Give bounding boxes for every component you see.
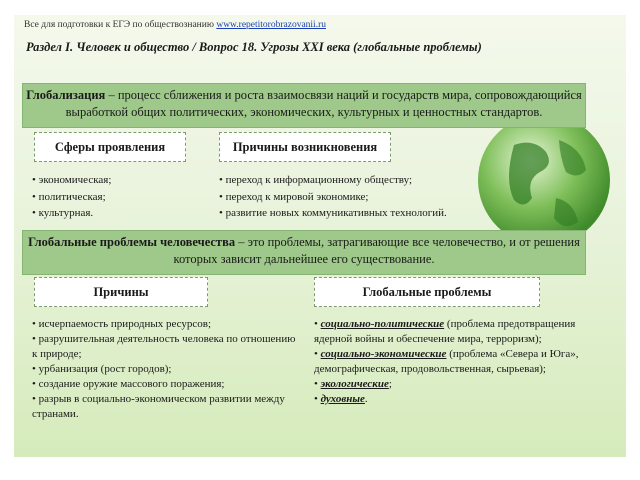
problem-type: социально-политические	[320, 318, 445, 330]
list-item: • развитие новых коммуникативных технологий.	[219, 205, 519, 222]
list-item	[314, 347, 614, 377]
problem-detail: ;	[388, 378, 392, 390]
list-item: • переход к мировой экономике;	[219, 189, 519, 206]
global-problems-term: Глобальные проблемы человечества	[28, 235, 236, 249]
causes-list	[32, 317, 302, 422]
list-item: • разрушительная деятельность человека по отношению к природе;	[32, 332, 302, 362]
list-item: • культурная.	[32, 205, 202, 222]
problems-heading: Глобальные проблемы	[314, 277, 540, 307]
list-item	[314, 392, 614, 407]
origins-list	[219, 172, 519, 222]
problem-type: экологические	[320, 378, 389, 390]
list-item: • создание оружие массового поражения;	[32, 377, 302, 392]
globalization-text: – процесс сближения и роста взаимосвязи наций и государств мира, сопровождающийся выработкой общих политических, экономических, культурных и ценностных стандартов.	[65, 88, 582, 119]
problem-type: духовные	[320, 393, 365, 405]
slide	[14, 15, 626, 457]
header-link[interactable]: www.repetitorobrazovanii.ru	[216, 20, 326, 30]
spheres-list	[32, 172, 202, 222]
problem-detail: .	[364, 393, 368, 405]
list-item: • урбанизация (рост городов);	[32, 362, 302, 377]
global-problems-text: – это проблемы, затрагивающие все человечество, и от решения которых зависит дальнейшее его существование.	[173, 235, 580, 266]
problem-type: социально-экономические	[320, 348, 447, 360]
header-text: Все для подготовки к ЕГЭ по обществознанию	[24, 20, 214, 30]
globalization-definition	[22, 83, 586, 128]
global-problems-definition	[22, 230, 586, 275]
list-item	[314, 317, 614, 347]
list-item: • политическая;	[32, 189, 202, 206]
origins-heading: Причины возникновения	[219, 132, 391, 162]
globalization-term: Глобализация	[26, 88, 106, 102]
list-item: • экономическая;	[32, 172, 202, 189]
causes-heading: Причины	[34, 277, 208, 307]
problems-list	[314, 317, 614, 407]
problem-detail: (проблема предотвращения ядерной войны и обеспечение мира, терроризм);	[314, 318, 576, 345]
list-item: • переход к информационному обществу;	[219, 172, 519, 189]
header-line	[24, 20, 326, 30]
spheres-heading: Сферы проявления	[34, 132, 186, 162]
list-item: • разрыв в социально-экономическом развитии между странами.	[32, 392, 302, 422]
page-title: Раздел I. Человек и общество / Вопрос 18. Угрозы XXI века (глобальные проблемы)	[26, 40, 482, 54]
list-item	[314, 377, 614, 392]
problem-detail: (проблема «Севера и Юга», демографическая, продовольственная, сырьевая);	[314, 348, 579, 375]
list-item: • исчерпаемость природных ресурсов;	[32, 317, 302, 332]
